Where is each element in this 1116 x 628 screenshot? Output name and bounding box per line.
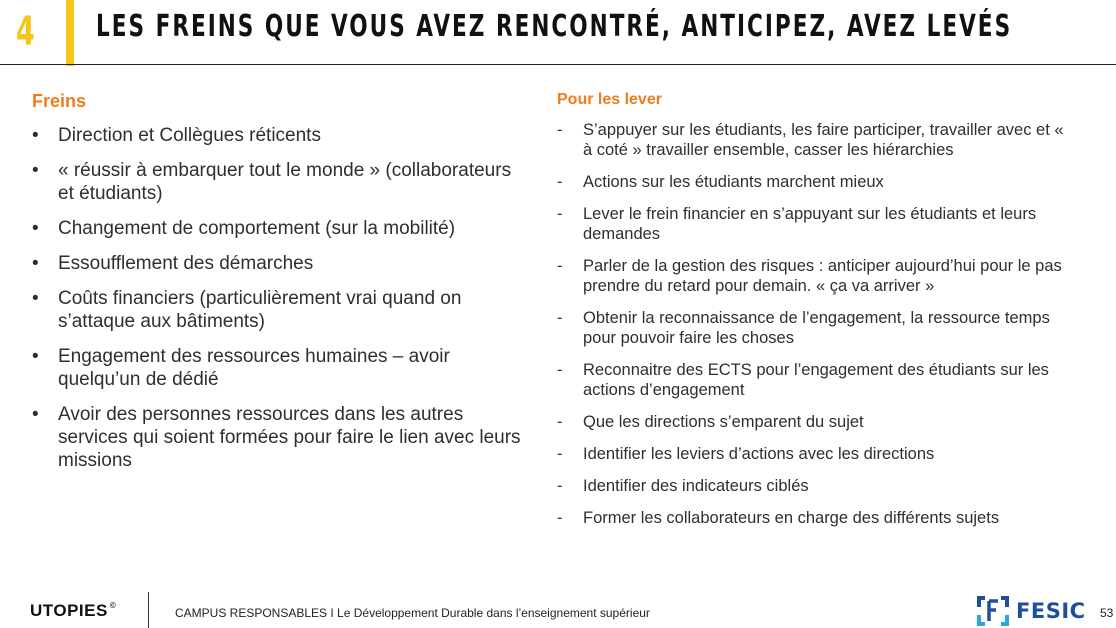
dash-icon: -	[557, 413, 563, 431]
list-item	[557, 308, 1077, 348]
list-item-text: Avoir des personnes ressources dans les autres services qui soient formées pour faire le lien avec leurs missions	[58, 404, 521, 471]
list-item	[32, 252, 532, 275]
dash-icon: -	[557, 173, 563, 191]
page-title: LES FREINS QUE VOUS AVEZ RENCONTRÉ, ANTICIPEZ, AVEZ LEVÉS	[96, 9, 1013, 44]
list-item	[557, 476, 1077, 496]
list-item-text: Direction et Collègues réticents	[58, 125, 321, 146]
dash-icon: -	[557, 445, 563, 463]
freins-heading: Freins	[32, 91, 87, 111]
list-item-text: Coûts financiers (particulièrement vrai quand on s’attaque aux bâtiments)	[58, 288, 462, 332]
list-item-text: S’appuyer sur les étudiants, les faire participer, travailler avec et « à coté » travailler ensemble, casser les hiérarchies	[583, 121, 1064, 159]
bullet-icon: •	[32, 288, 39, 309]
bullet-icon: •	[32, 404, 39, 425]
dash-icon: -	[557, 477, 563, 495]
list-item	[557, 172, 1077, 192]
bullet-icon: •	[32, 125, 39, 146]
list-item	[557, 360, 1077, 400]
list-item-text: Parler de la gestion des risques : anticiper aujourd’hui pour le pas prendre du retard pour demain. « ça va arriver »	[583, 257, 1062, 295]
dash-icon: -	[557, 205, 563, 223]
bullet-icon: •	[32, 253, 39, 274]
list-item-text: Lever le frein financier en s’appuyant sur les étudiants et leurs demandes	[583, 205, 1037, 243]
footer-divider	[148, 592, 149, 628]
list-item-text: Former les collaborateurs en charge des différents sujets	[583, 509, 1000, 527]
list-item-text: Actions sur les étudiants marchent mieux	[583, 173, 884, 191]
section-number: 4	[16, 9, 35, 55]
list-item-text: Essoufflement des démarches	[58, 253, 314, 274]
list-item-text: « réussir à embarquer tout le monde » (collaborateurs et étudiants)	[58, 160, 512, 204]
dash-icon: -	[557, 361, 563, 379]
list-item	[557, 204, 1077, 244]
solutions-list	[557, 120, 1077, 528]
list-item	[32, 287, 532, 333]
list-item	[32, 124, 532, 147]
accent-bar	[66, 0, 74, 66]
list-item	[557, 256, 1077, 296]
list-item	[557, 412, 1077, 432]
list-item	[557, 508, 1077, 528]
footer-caption: CAMPUS RESPONSABLES I Le Développement Durable dans l’enseignement supérieur	[175, 606, 650, 620]
list-item	[557, 444, 1077, 464]
dash-icon: -	[557, 509, 563, 527]
slide-header	[0, 0, 1116, 66]
list-item	[32, 403, 532, 472]
list-item-text: Changement de comportement (sur la mobilité)	[58, 218, 456, 239]
utopies-logo	[30, 601, 116, 621]
list-item-text: Obtenir la reconnaissance de l’engagement, la ressource temps pour pouvoir faire les choses	[583, 309, 1050, 347]
freins-list	[32, 124, 532, 472]
list-item-text: Identifier des indicateurs ciblés	[583, 477, 809, 495]
page-number: 53	[1100, 606, 1114, 620]
fesic-logo	[976, 596, 1086, 626]
list-item-text: Identifier les leviers d’actions avec les directions	[583, 445, 935, 463]
list-item	[32, 217, 532, 240]
bullet-icon: •	[32, 218, 39, 239]
bullet-icon: •	[32, 160, 39, 181]
copyright-mark: ©	[109, 601, 117, 610]
list-item	[32, 345, 532, 391]
header-divider	[0, 64, 1116, 65]
list-item-text: Reconnaitre des ECTS pour l’engagement des étudiants sur les actions d’engagement	[583, 361, 1049, 399]
bullet-icon: •	[32, 346, 39, 367]
dash-icon: -	[557, 257, 563, 275]
list-item-text: Que les directions s’emparent du sujet	[583, 413, 864, 431]
fesic-logo-text: FESIC	[1016, 599, 1086, 623]
solutions-heading: Pour les lever	[557, 91, 662, 108]
list-item	[557, 120, 1077, 160]
list-item-text: Engagement des ressources humaines – avoir quelqu’un de dédié	[58, 346, 450, 390]
solutions-column	[557, 90, 1077, 540]
freins-column	[32, 90, 532, 484]
dash-icon: -	[557, 309, 563, 327]
list-item	[32, 159, 532, 205]
slide-footer	[0, 592, 1116, 628]
dash-icon: -	[557, 121, 563, 139]
utopies-logo-text: UTOPIES	[30, 601, 108, 620]
fesic-logo-icon	[976, 596, 1010, 626]
